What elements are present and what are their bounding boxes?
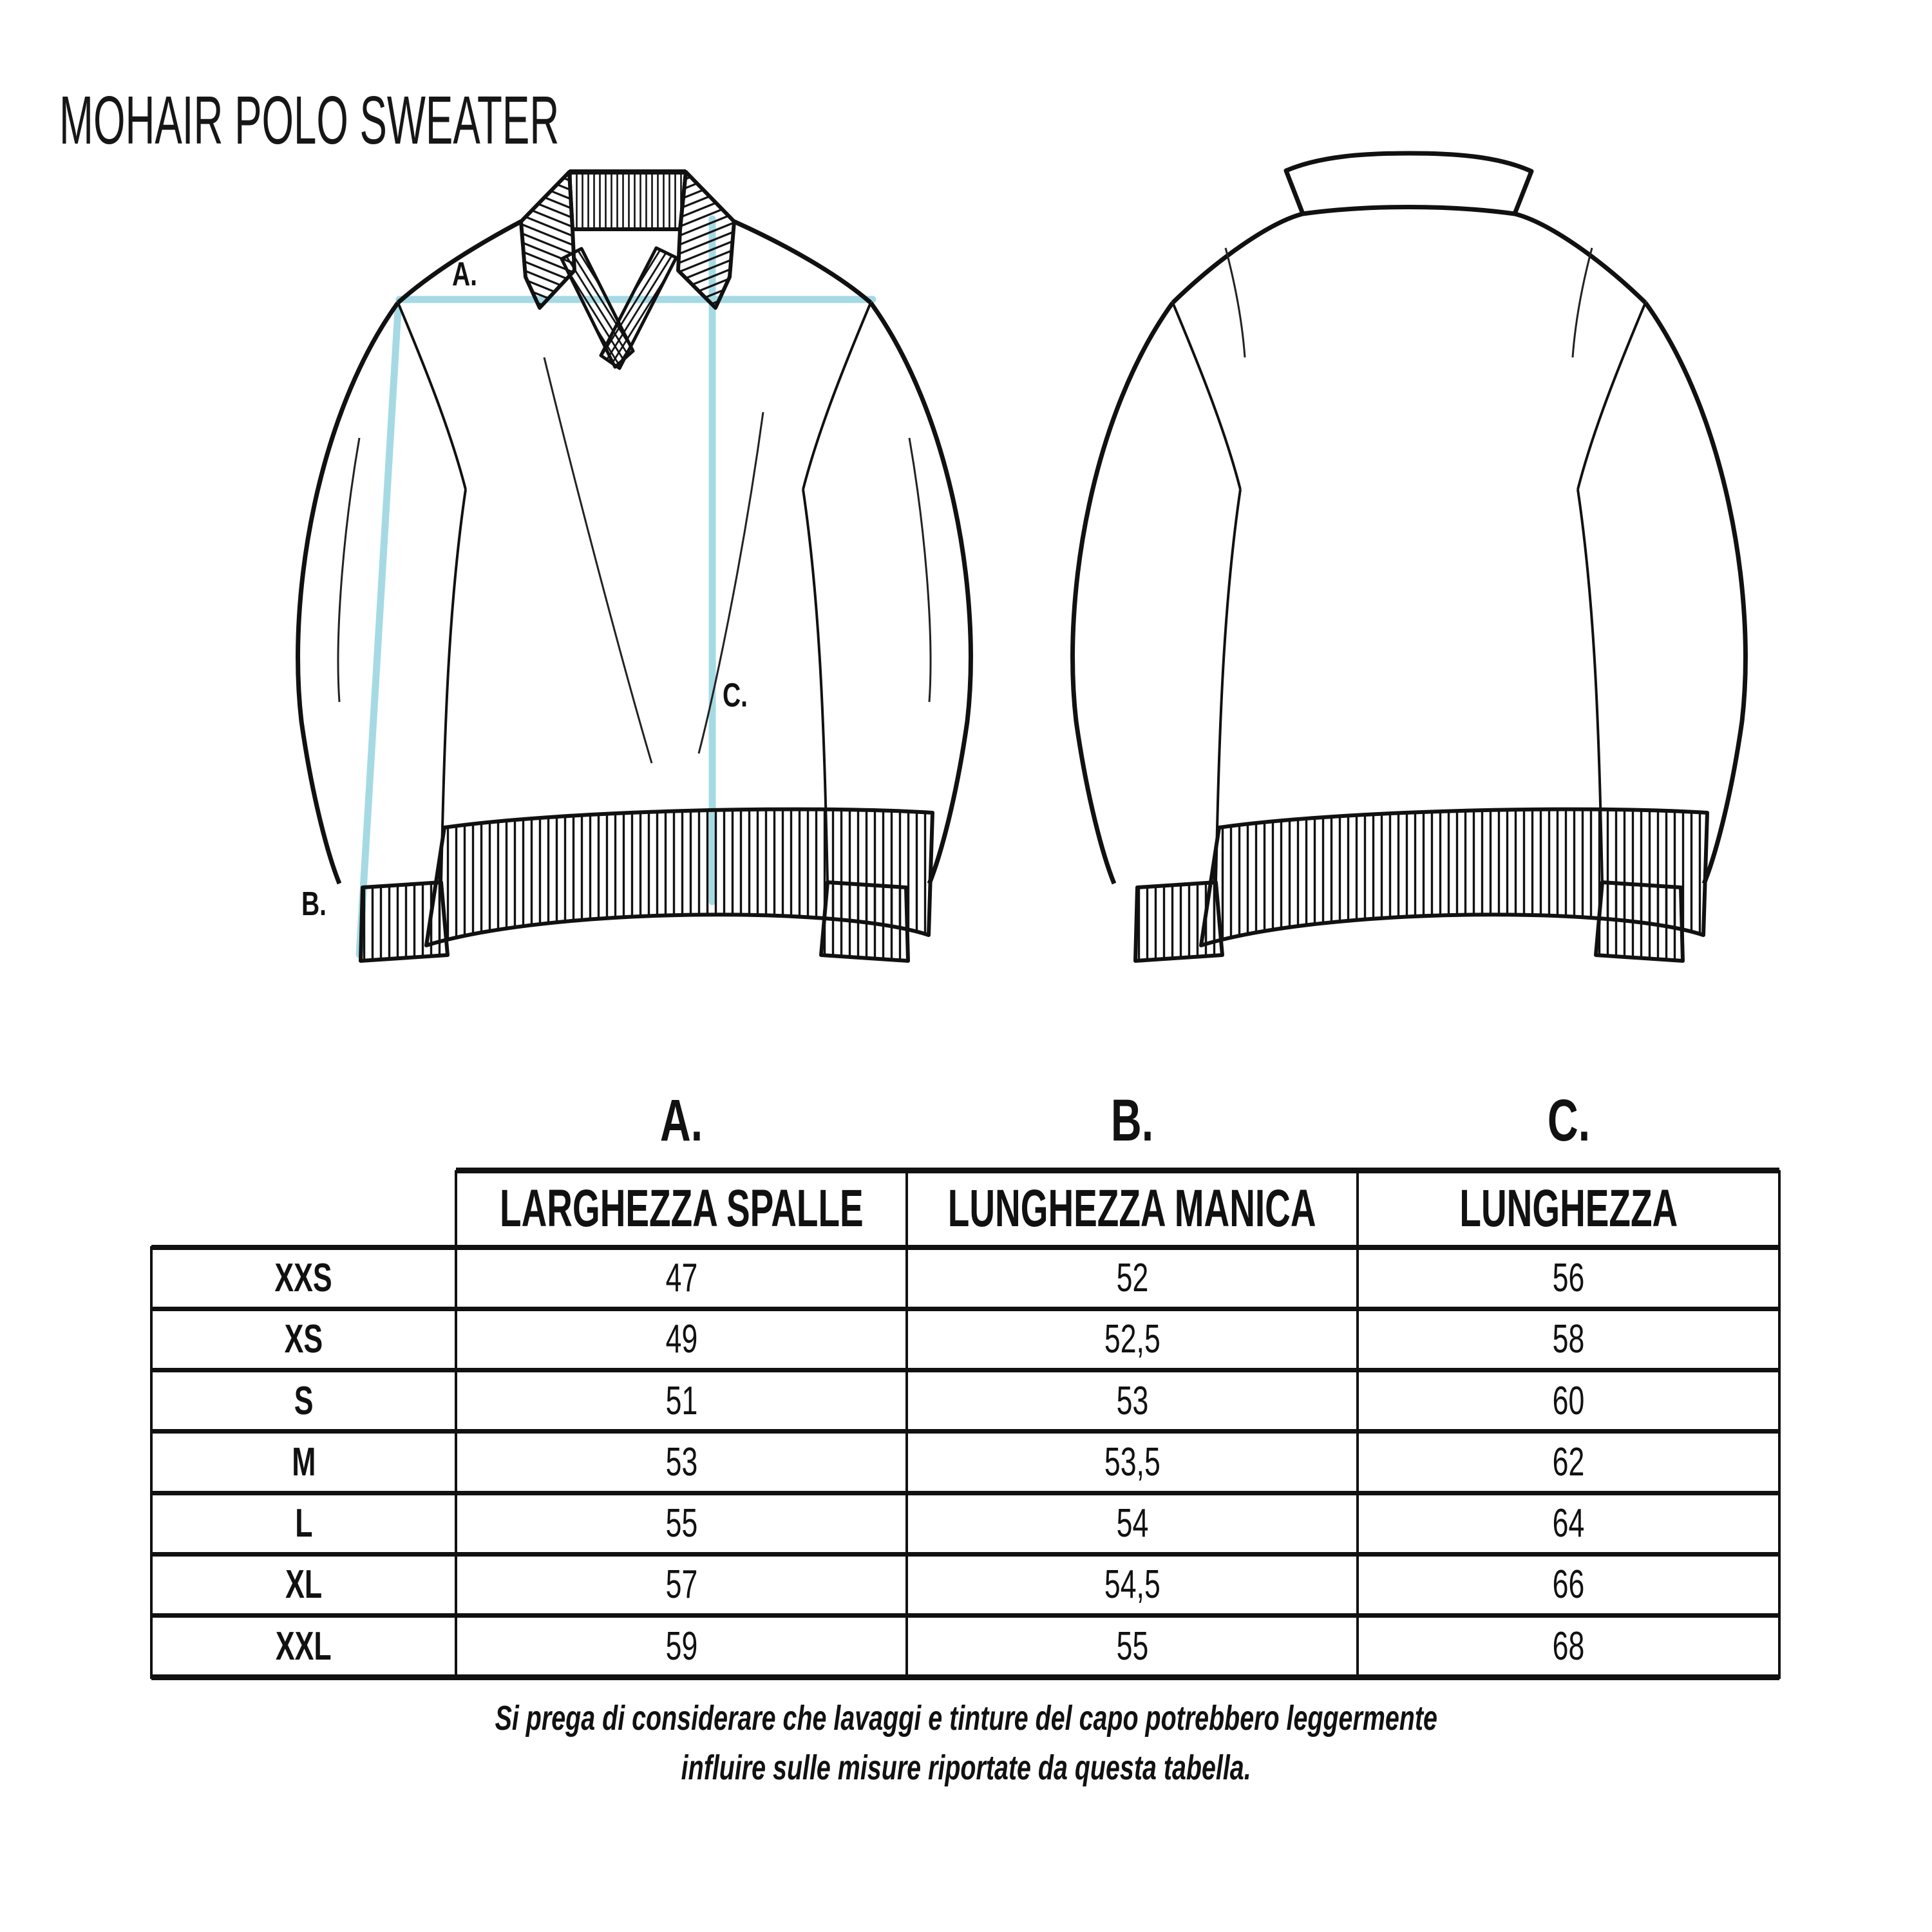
table-border-line (151, 1368, 1779, 1372)
size-label-l: L (294, 1501, 313, 1546)
column-header-lunghezza: LUNGHEZZA (1459, 1179, 1678, 1238)
diagram-label-a: A. (452, 256, 477, 293)
table-border-line (151, 1307, 1779, 1311)
table-cell-xl-b: 54,5 (1104, 1562, 1160, 1607)
table-column-letter-c: C. (1547, 1088, 1590, 1153)
table-column-letter-a: A. (659, 1088, 703, 1153)
table-border-line (151, 1674, 1779, 1680)
table-border-line (1778, 1170, 1781, 1679)
table-cell-m-b: 53,5 (1104, 1439, 1160, 1484)
table-cell-xs-a: 49 (665, 1317, 697, 1362)
table-border-line (150, 1246, 153, 1679)
table-cell-m-c: 62 (1552, 1439, 1585, 1484)
table-border-line (456, 1168, 1779, 1173)
table-border-line (151, 1491, 1779, 1495)
table-border-line (905, 1170, 908, 1679)
back-view-drawing (1073, 153, 1746, 961)
column-header-lunghezza-manica: LUNGHEZZA MANICA (948, 1179, 1316, 1238)
table-border-line (151, 1552, 1779, 1557)
diagram-label-c: C. (723, 677, 748, 714)
table-cell-s-a: 51 (665, 1378, 697, 1423)
table-cell-xxs-c: 56 (1552, 1256, 1585, 1301)
table-cell-xs-c: 58 (1552, 1317, 1585, 1362)
table-border-line (151, 1245, 1779, 1250)
size-label-xs: XS (284, 1317, 323, 1362)
table-cell-l-b: 54 (1116, 1501, 1148, 1546)
size-label-xxs: XXS (274, 1256, 333, 1301)
footnote-line-2: influire sulle misure riportate da questa tabella. (681, 1748, 1251, 1787)
table-cell-xxl-b: 55 (1116, 1624, 1148, 1669)
table-cell-xxs-b: 52 (1116, 1256, 1148, 1301)
footnote (0, 1694, 1932, 1793)
table-cell-xxl-c: 68 (1552, 1624, 1585, 1669)
footnote-line-1: Si prega di considerare che lavaggi e tinture del capo potrebbero leggermente (495, 1699, 1437, 1738)
table-border-line (151, 1613, 1779, 1618)
front-view-drawing (298, 172, 971, 961)
table-border-line (151, 1429, 1779, 1434)
table-cell-xs-b: 52,5 (1104, 1317, 1160, 1362)
size-label-xxl: XXL (276, 1624, 332, 1669)
table-border-line (1356, 1170, 1359, 1679)
table-border-line (455, 1170, 457, 1679)
table-corner-empty (151, 1170, 456, 1247)
table-cell-xxl-a: 59 (665, 1624, 697, 1669)
size-table (151, 1170, 1779, 1677)
table-cell-l-c: 64 (1552, 1501, 1585, 1546)
column-header-larghezza-spalle: LARGHEZZA SPALLE (499, 1179, 864, 1238)
table-cell-xxs-a: 47 (665, 1256, 697, 1301)
table-column-letter-b: B. (1110, 1088, 1154, 1153)
page-title-text: MOHAIR POLO SWEATER (59, 82, 560, 158)
size-label-s: S (294, 1378, 314, 1423)
size-label-xl: XL (285, 1562, 323, 1607)
table-cell-m-a: 53 (665, 1439, 697, 1484)
table-cell-s-b: 53 (1116, 1378, 1148, 1423)
diagram-label-b: B. (301, 886, 327, 923)
table-cell-s-c: 60 (1552, 1378, 1585, 1423)
table-cell-xl-c: 66 (1552, 1562, 1585, 1607)
table-cell-l-a: 55 (665, 1501, 697, 1546)
size-label-m: M (291, 1439, 316, 1484)
table-cell-xl-a: 57 (665, 1562, 697, 1607)
